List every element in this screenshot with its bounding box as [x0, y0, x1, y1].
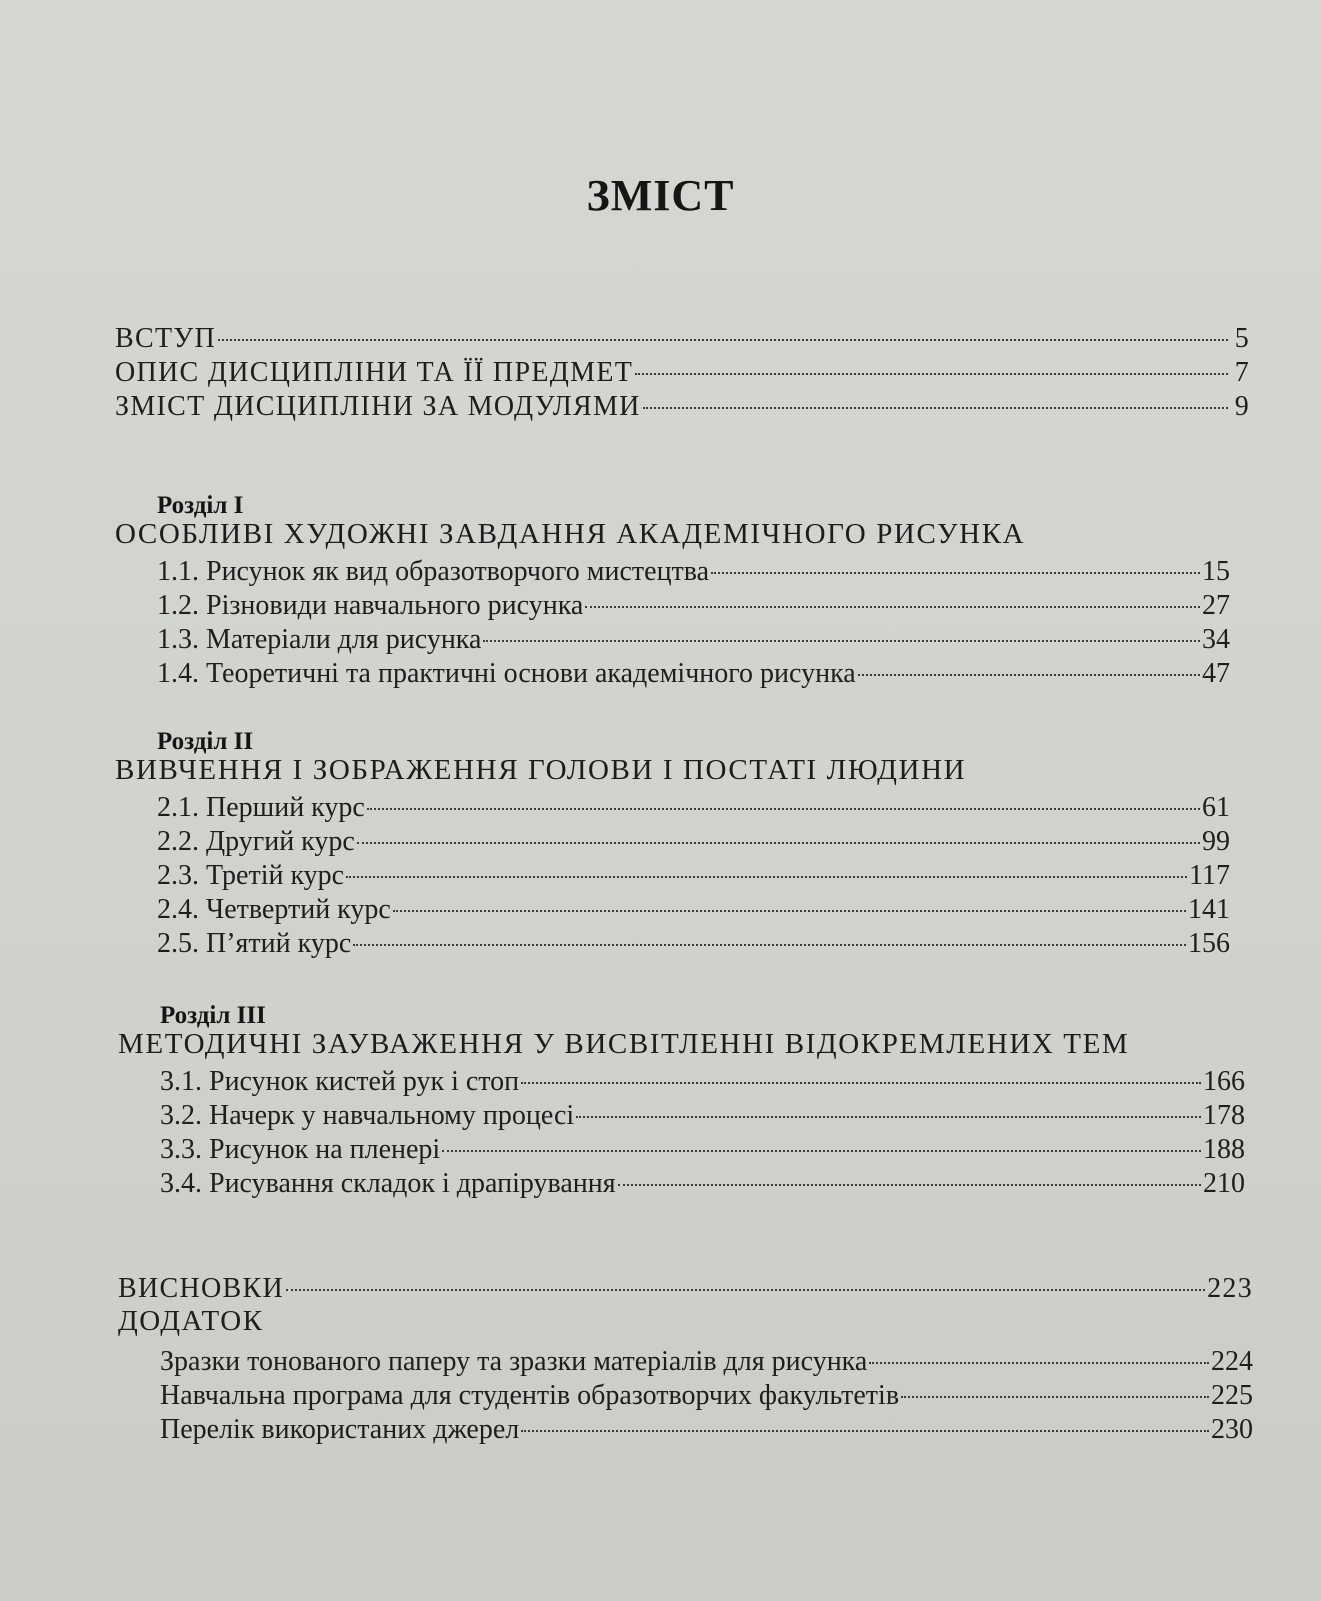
- dot-leader: [393, 910, 1186, 912]
- dot-leader: [901, 1396, 1209, 1398]
- toc-entry-description[interactable]: [115, 356, 1250, 390]
- toc-entry-page: 141: [1188, 894, 1230, 925]
- toc-entry[interactable]: [160, 1099, 1245, 1133]
- toc-entry-label: 1.1. Рисунок як вид образотворчого мистецтва: [157, 556, 710, 587]
- toc-entry-page: 5: [1234, 323, 1250, 354]
- toc-entry-label: Перелік використаних джерел: [160, 1414, 520, 1445]
- dot-leader: [635, 373, 1228, 375]
- toc-entry-page: 230: [1211, 1414, 1253, 1445]
- toc-entry[interactable]: [157, 859, 1230, 893]
- dot-leader: [286, 1289, 1205, 1291]
- dot-leader: [218, 339, 1228, 341]
- toc-entry-page: 178: [1203, 1100, 1245, 1131]
- toc-entry-label: 3.3. Рисунок на пленері: [160, 1134, 441, 1165]
- toc-entry-label: 1.4. Теоретичні та практичні основи академічного рисунка: [157, 658, 856, 689]
- toc-entry[interactable]: [160, 1413, 1253, 1447]
- toc-entry[interactable]: [157, 893, 1230, 927]
- toc-entry-content[interactable]: [115, 390, 1250, 424]
- toc-entry-page: 9: [1234, 391, 1250, 422]
- dot-leader: [353, 944, 1186, 946]
- toc-entry-page: 47: [1202, 658, 1230, 689]
- dot-leader: [576, 1116, 1201, 1118]
- section-title: ВИВЧЕННЯ І ЗОБРАЖЕННЯ ГОЛОВИ І ПОСТАТІ ЛЮДИНИ: [115, 754, 967, 786]
- toc-entry-intro[interactable]: [115, 322, 1250, 356]
- toc-entry-page: 117: [1189, 860, 1230, 891]
- toc-entry-label: ЗМІСТ ДИСЦИПЛІНИ ЗА МОДУЛЯМИ: [115, 391, 641, 422]
- toc-entry-label: Зразки тонованого паперу та зразки матеріалів для рисунка: [160, 1346, 868, 1377]
- toc-entry[interactable]: [160, 1065, 1245, 1099]
- toc-entry-label: ВСТУП: [115, 323, 216, 354]
- toc-entry[interactable]: [157, 623, 1230, 657]
- toc-entry-label: 2.3. Третій курс: [157, 860, 345, 891]
- toc-entry-page: 225: [1211, 1380, 1253, 1411]
- toc-entry[interactable]: [157, 825, 1230, 859]
- toc-entry[interactable]: [160, 1345, 1253, 1379]
- dot-leader: [869, 1362, 1209, 1364]
- dot-leader: [442, 1150, 1201, 1152]
- toc-entry-page: 61: [1202, 792, 1230, 823]
- dot-leader: [643, 407, 1228, 409]
- toc-entry-label: ОПИС ДИСЦИПЛІНИ ТА ЇЇ ПРЕДМЕТ: [115, 357, 634, 388]
- toc-entry-page: 27: [1202, 590, 1230, 621]
- section-title: МЕТОДИЧНІ ЗАУВАЖЕННЯ У ВИСВІТЛЕННІ ВІДОКРЕМЛЕНИХ ТЕМ: [118, 1028, 1130, 1060]
- toc-entry[interactable]: [157, 791, 1230, 825]
- page-title: ЗМІСТ: [586, 171, 735, 220]
- toc-entry-label: 2.1. Перший курс: [157, 792, 365, 823]
- toc-entry-label: 2.2. Другий курс: [157, 826, 355, 857]
- dot-leader: [711, 572, 1200, 574]
- dot-leader: [618, 1184, 1201, 1186]
- toc-entry-conclusions[interactable]: [118, 1272, 1253, 1306]
- toc-entry-label: 2.4. Четвертий курс: [157, 894, 391, 925]
- toc-entry-label: 3.4. Рисування складок і драпірування: [160, 1168, 616, 1199]
- dot-leader: [521, 1430, 1209, 1432]
- toc-entry-label: ВИСНОВКИ: [118, 1273, 284, 1304]
- toc-entry-page: 99: [1202, 826, 1230, 857]
- dot-leader: [585, 606, 1200, 608]
- toc-entry-page: 7: [1234, 357, 1250, 388]
- toc-entry[interactable]: [160, 1167, 1245, 1201]
- toc-entry[interactable]: [157, 589, 1230, 623]
- dot-leader: [357, 842, 1200, 844]
- toc-entry-page: 224: [1211, 1346, 1253, 1377]
- dot-leader: [483, 640, 1200, 642]
- toc-entry-label: 1.3. Матеріали для рисунка: [157, 624, 482, 655]
- section-label: Розділ ІІ: [157, 728, 254, 755]
- appendix-title: ДОДАТОК: [118, 1305, 264, 1337]
- dot-leader: [346, 876, 1187, 878]
- toc-entry-page: 15: [1202, 556, 1230, 587]
- toc-entry-page: 166: [1203, 1066, 1245, 1097]
- toc-entry[interactable]: [160, 1133, 1245, 1167]
- section-label: Розділ ІІІ: [160, 1002, 266, 1029]
- toc-entry[interactable]: [160, 1379, 1253, 1413]
- toc-entry-page: 188: [1203, 1134, 1245, 1165]
- dot-leader: [858, 674, 1200, 676]
- section-label: Розділ І: [157, 492, 244, 519]
- toc-entry-label: 3.1. Рисунок кистей рук і стоп: [160, 1066, 520, 1097]
- toc-entry-page: 34: [1202, 624, 1230, 655]
- toc-entry-label: 1.2. Різновиди навчального рисунка: [157, 590, 584, 621]
- toc-entry[interactable]: [157, 657, 1230, 691]
- toc-entry-page: 223: [1207, 1273, 1253, 1304]
- toc-entry-label: 2.5. П’ятий курс: [157, 928, 352, 959]
- toc-entry-label: Навчальна програма для студентів образотворчих факультетів: [160, 1380, 900, 1411]
- toc-entry[interactable]: [157, 927, 1230, 961]
- toc-entry-page: 210: [1203, 1168, 1245, 1199]
- section-title: ОСОБЛИВІ ХУДОЖНІ ЗАВДАННЯ АКАДЕМІЧНОГО РИСУНКА: [115, 518, 1026, 550]
- dot-leader: [521, 1082, 1201, 1084]
- dot-leader: [367, 808, 1200, 810]
- toc-entry[interactable]: [157, 555, 1230, 589]
- toc-entry-label: 3.2. Начерк у навчальному процесі: [160, 1100, 575, 1131]
- toc-entry-page: 156: [1188, 928, 1230, 959]
